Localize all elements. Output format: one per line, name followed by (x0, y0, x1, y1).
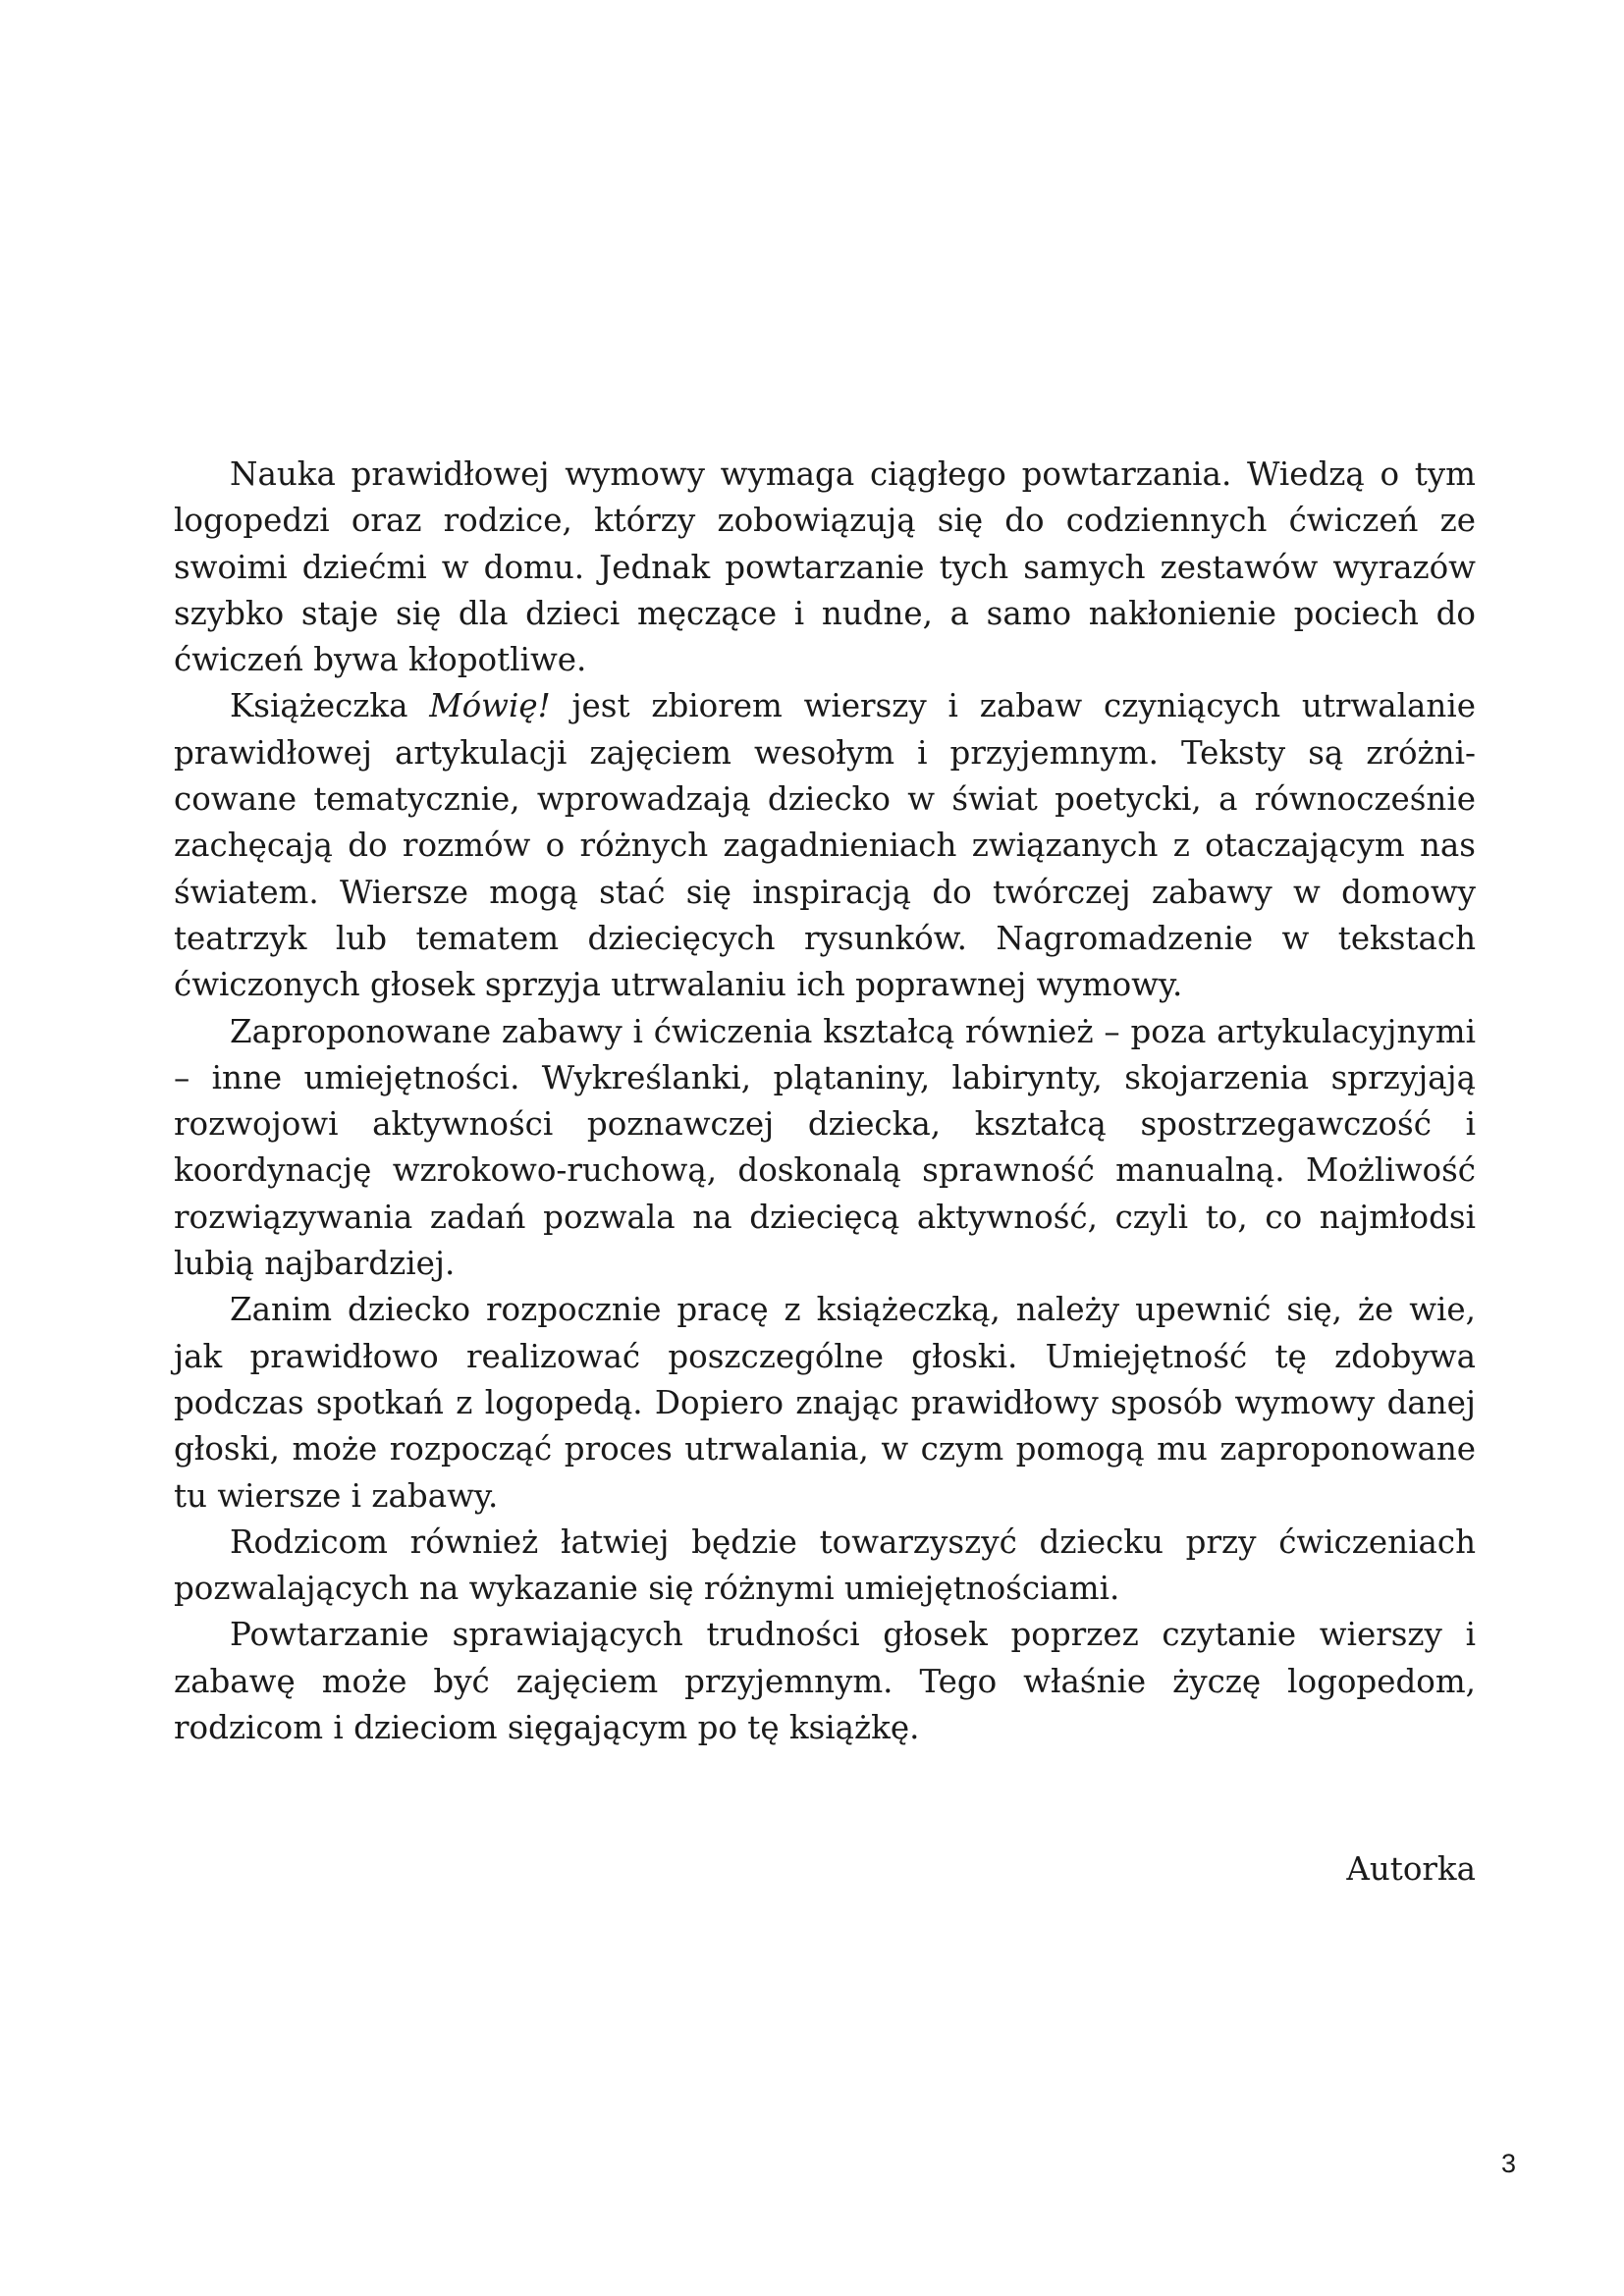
paragraph-6: Powtarzanie sprawiających trudności głosek poprzez czytanie wierszy i zabawę może być zajęciem przyjemnym. Tego właśnie życzę logopedom, rodzicom i dzieciom sięgającym po tę książkę. (174, 1616, 1476, 1747)
book-title: Mówię! (429, 687, 551, 725)
preface-text (174, 452, 1476, 1751)
page-number: 3 (1500, 2149, 1516, 2178)
paragraph-3: Zaproponowane zabawy i ćwiczenia kształcą również – poza artykulacyjnymi – inne umiejętności. Wykreślanki, plątaniny, labirynty, skojarzenia sprzyjają rozwojowi aktywności poznawczej dziecka, kształcą spostrzegawczość i koordynację wzrokowo-ruchową, doskonalą sprawność manualną. Możliwość rozwiązywania zadań pozwala na dziecięcą aktywność, czyli to, co najmłodsi lubią najbardziej. (174, 1012, 1476, 1283)
paragraph-2 (174, 683, 1476, 1008)
paragraph-1: Nauka prawidłowej wymowy wymaga ciągłego powtarzania. Wiedzą o tym logopedzi oraz rodzice, którzy zobowiązują się do codziennych ćwiczeń ze swoimi dziećmi w domu. Jednak powtarzanie tych samych zestawów wyrazów szybko staje się dla dzieci męczące i nudne, a samo nakłonienie pociech do ćwiczeń bywa kłopotliwe. (174, 455, 1476, 679)
paragraph-4: Zanim dziecko rozpocznie pracę z książeczką, należy upewnić się, że wie, jak prawidłowo realizować poszczególne głoski. Umiejętność tę zdobywa podczas spotkań z logopedą. Dopiero znając prawidłowy sposób wymowy danej głoski, może rozpocząć proces utrwalania, w czym pomogą mu zaproponowane tu wiersze i zabawy. (174, 1291, 1476, 1515)
paragraph-5: Rodzicom również łatwiej będzie towarzyszyć dziecku przy ćwiczeniach pozwalających na wykazanie się różnymi umiejętnościami. (174, 1522, 1476, 1608)
paragraph-2-body: jest zbiorem wierszy i zabaw czyniących utrwalanie prawidłowej artykulacji zajęciem wesołym i przyjemnym. Teksty są zróżnicowane tematycznie, wprowadzają dziecko w świat poetycki, a równocześnie zachęcają do rozmów o różnych zagadnieniach związanych z otaczającym nas światem. Wiersze mogą stać się inspiracją do twórczej zabawy w domowy teatrzyk lub tematem dziecięcych rysunków. Nagromadzenie w tekstach ćwiczonych głosek sprzyja utrwalaniu ich poprawnej wymowy. (174, 687, 1476, 1004)
paragraph-2-lead: Książeczka (230, 687, 408, 725)
author-signature: Autorka (1346, 1850, 1476, 1888)
